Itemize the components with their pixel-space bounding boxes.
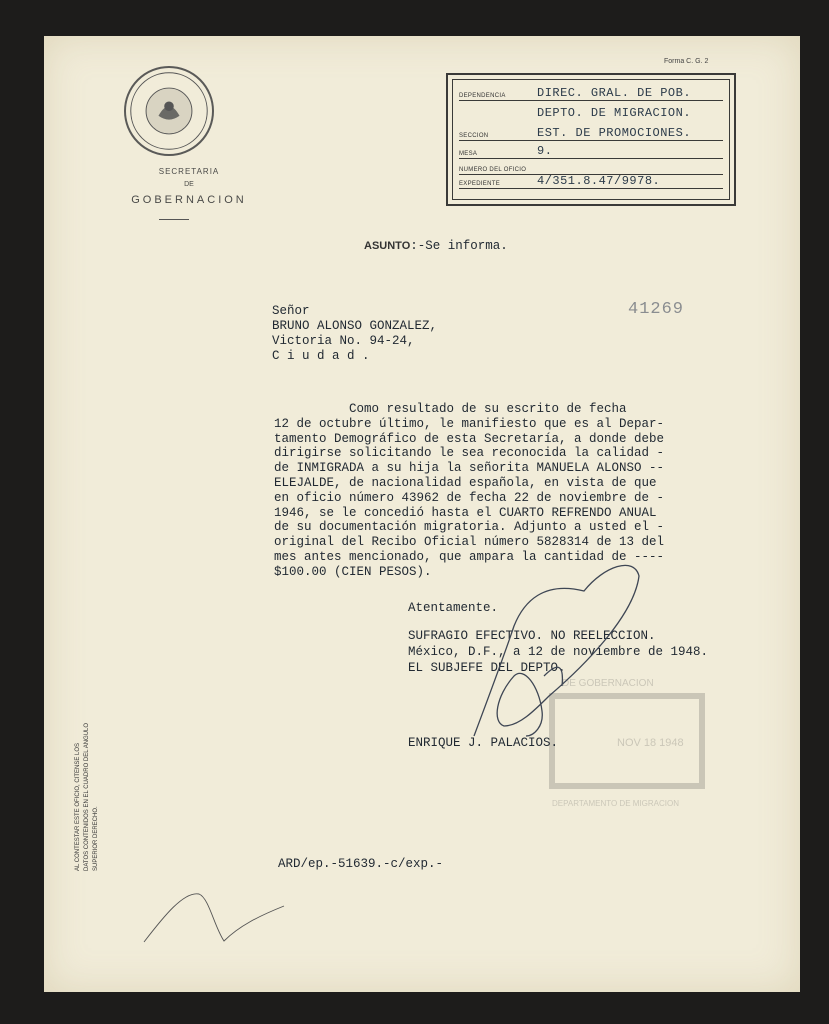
reference-code: ARD/ep.-51639.-c/exp.-	[278, 857, 444, 871]
seal-emblem-icon	[126, 68, 212, 154]
form-code: Forma C. G. 2	[664, 58, 709, 65]
body-line: $100.00 (CIEN PESOS).	[274, 564, 432, 579]
body-line: tamento Demográfico de esta Secretaría, a donde debe	[274, 431, 665, 446]
closing-title: EL SUBJEFE DEL DEPTO.	[408, 661, 566, 675]
body-line: de su documentación migratoria. Adjunto a usted el -	[274, 520, 665, 535]
body-line: Como resultado de su escrito de fecha	[274, 402, 627, 416]
letterhead-secretaria: SECRETARIA	[158, 167, 220, 176]
letter-body	[274, 402, 744, 580]
document-page	[44, 36, 800, 992]
closing-signer: ENRIQUE J. PALACIOS.	[408, 736, 559, 750]
closing-atentamente: Atentamente.	[408, 601, 499, 615]
body-line: dirigirse solicitando le sea reconocida la calidad -	[274, 446, 665, 461]
ref-label: MESA	[459, 151, 478, 157]
body-line: mes antes mencionado, que ampara la cantidad de ----	[274, 549, 665, 564]
ref-value: 4/351.8.47/9978.	[537, 174, 661, 188]
recipient-city: C i u d a d .	[272, 349, 370, 363]
ref-value: 9.	[537, 144, 553, 158]
asunto-line	[364, 239, 508, 254]
ref-value: DEPTO. DE MIGRACION.	[537, 106, 692, 120]
ref-label: DEPENDENCIA	[459, 93, 506, 99]
recipient-address: Victoria No. 94-24,	[272, 334, 415, 348]
ref-value: DIREC. GRAL. DE POB.	[537, 86, 692, 100]
closing-place-date: México, D.F., a 12 de noviembre de 1948.	[408, 645, 709, 659]
letterhead-rule	[159, 219, 189, 220]
letterhead-gobernacion: GOBERNACION	[131, 194, 247, 206]
margin-note-line: AL CONTESTAR ESTE OFICIO, CITENSE LOS	[75, 742, 81, 871]
received-stamp-line3: DEPARTAMENTO DE MIGRACION	[552, 799, 679, 808]
received-stamp-date: NOV 18 1948	[617, 737, 684, 749]
ref-row-depto	[459, 104, 723, 120]
recipient-salutation: Señor	[272, 304, 310, 318]
closing-motto: SUFRAGIO EFECTIVO. NO REELECCION.	[408, 629, 656, 643]
margin-note	[74, 671, 101, 871]
letterhead-de: DE	[184, 181, 194, 188]
margin-note-line: SUPERIOR DERECHO.	[93, 806, 99, 871]
recipient-name: BRUNO ALONSO GONZALEZ,	[272, 319, 438, 333]
body-line: ELEJALDE, de nacionalidad española, en vista de que	[274, 475, 657, 490]
body-line: de INMIGRADA a su hija la señorita MANUELA ALONSO --	[274, 461, 665, 476]
asunto-value: :-Se informa.	[410, 239, 508, 253]
ref-label: EXPEDIENTE	[459, 181, 501, 187]
ref-row-expediente	[459, 172, 723, 189]
ref-row-dependencia	[459, 84, 723, 101]
asunto-label: ASUNTO	[364, 240, 411, 252]
received-stamp-line1: DE GOBERNACION	[562, 678, 654, 689]
margin-note-line: DATOS CONTENIDOS EN EL CUADRO DEL ANGULO	[84, 722, 90, 871]
ref-value: EST. DE PROMOCIONES.	[537, 126, 692, 140]
ref-label: SECCION	[459, 133, 489, 139]
ref-row-mesa	[459, 142, 723, 159]
stamp-number: 41269	[628, 300, 685, 319]
reference-box	[446, 73, 736, 206]
body-line: en oficio número 43962 de fecha 22 de noviembre de -	[274, 490, 665, 505]
body-line: 1946, se le concedió hasta el CUARTO REFRENDO ANUAL	[274, 505, 657, 520]
body-line: original del Recibo Oficial número 5828314 de 13 del	[274, 535, 665, 550]
body-line: 12 de octubre último, le manifiesto que es al Depar-	[274, 416, 665, 431]
ref-label: NUMERO DEL OFICIO	[459, 167, 527, 173]
ref-row-seccion	[459, 124, 723, 141]
government-seal	[124, 66, 214, 156]
reference-box-inner	[452, 79, 730, 200]
